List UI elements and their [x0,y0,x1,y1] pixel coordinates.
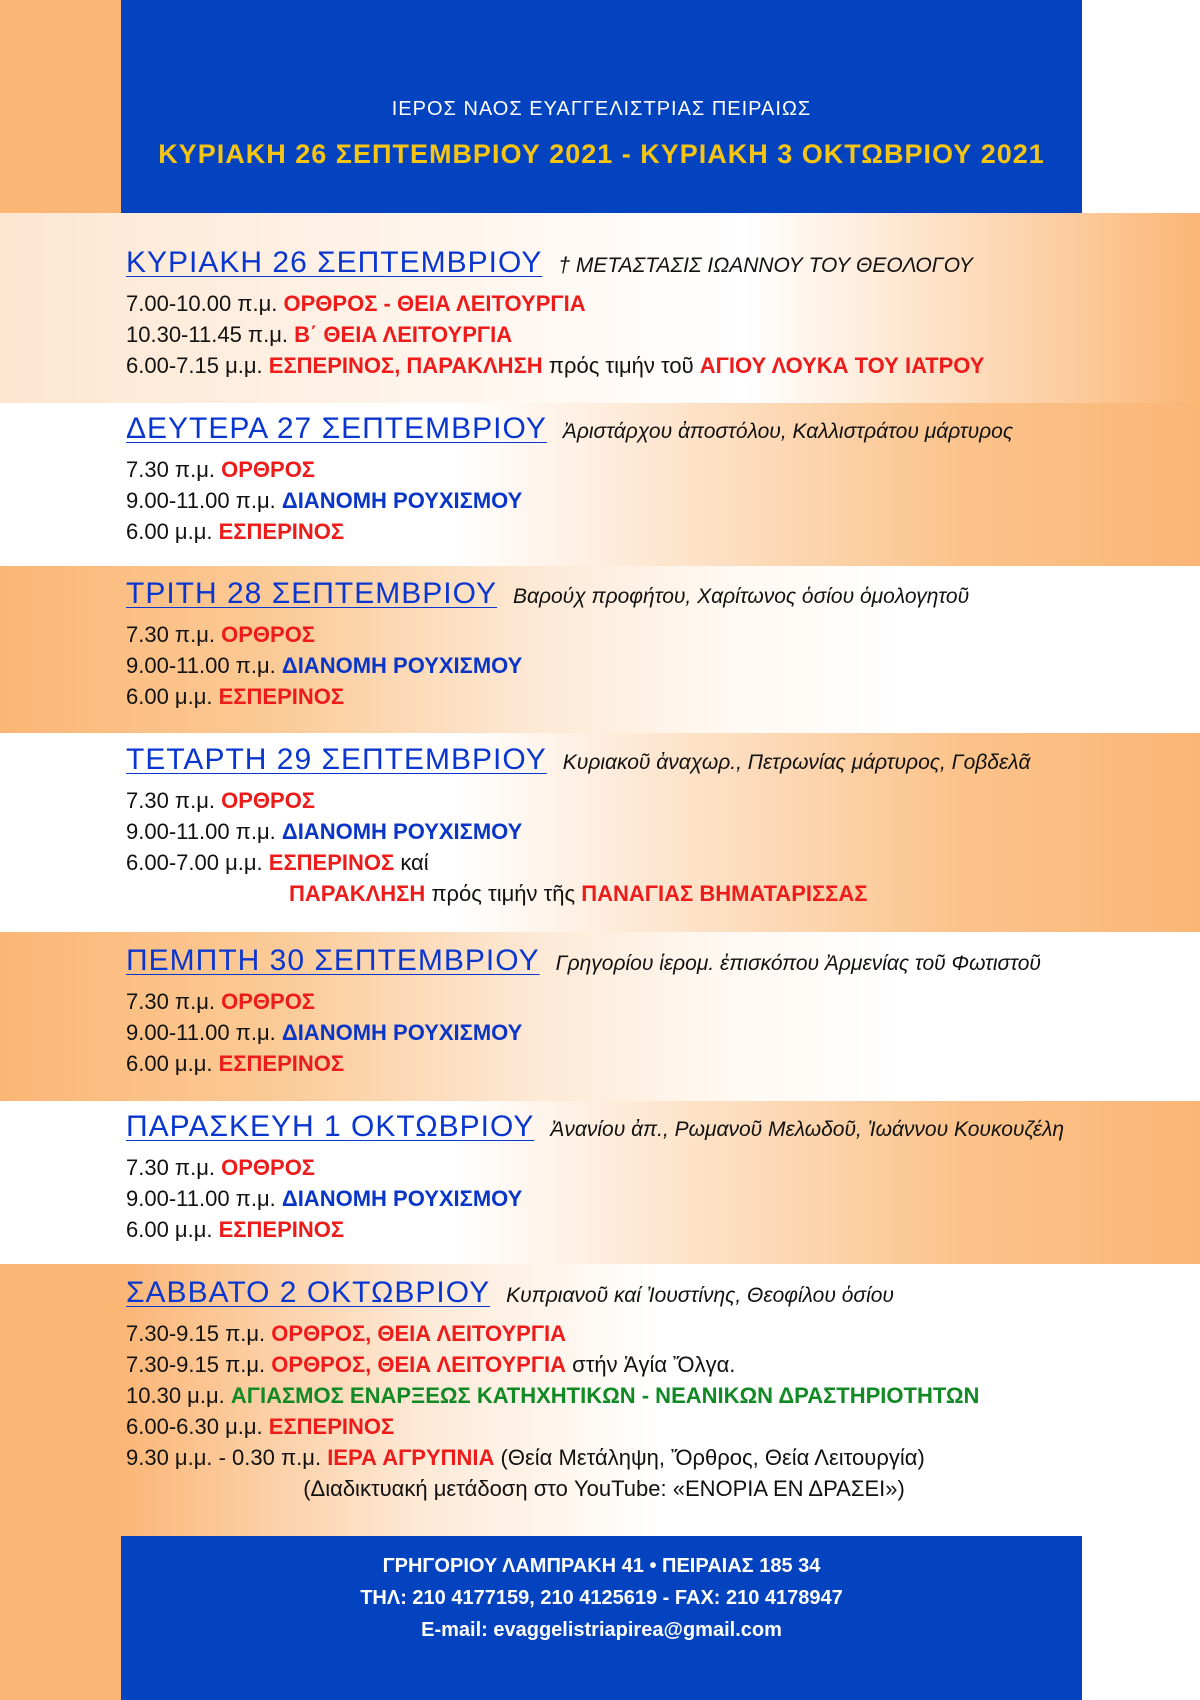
left-orange-strip-bottom [0,1536,121,1700]
schedule-line: 6.00-7.00 μ.μ. ΕΣΠΕΡΙΝΟΣ καί [126,850,429,875]
schedule-line: 10.30 μ.μ. ΑΓΙΑΣΜΟΣ ΕΝΑΡΞΕΩΣ ΚΑΤΗΧΗΤΙΚΩΝ - ΝΕΑΝΙΚΩΝ ΔΡΑΣΤΗΡΙΟΤΗΤΩΝ [126,1383,980,1408]
day-monday [126,412,1082,547]
day-header [126,246,1082,288]
day-feast: Γρηγορίου ἱερομ. ἐπισκόπου Ἀρμενίας τοῦ Φωτιστοῦ [555,952,1041,975]
day-saturday [126,1276,1082,1504]
day-name: ΚΥΡΙΑΚΗ 26 ΣΕΠΤΕΜΒΡΙΟΥ [126,246,543,279]
day-name: ΤΡΙΤΗ 28 ΣΕΠΤΕΜΒΡΙΟΥ [126,577,497,610]
day-feast: † ΜΕΤΑΣΤΑΣΙΣ ΙΩΑΝΝΟΥ ΤΟΥ ΘΕΟΛΟΓΟΥ [558,254,973,277]
schedule-line: 6.00-6.30 μ.μ. ΕΣΠΕΡΙΝΟΣ [126,1414,395,1439]
schedule-line: 7.30-9.15 π.μ. ΟΡΘΡΟΣ, ΘΕΙΑ ΛΕΙΤΟΥΡΓΙΑ [126,1321,567,1346]
day-name: ΠΑΡΑΣΚΕΥΗ 1 ΟΚΤΩΒΡΙΟΥ [126,1110,535,1143]
left-orange-strip [0,0,121,213]
day-feast: Κυπριανοῦ καί Ἰουστίνης, Θεοφίλου ὁσίου [506,1284,894,1307]
date-range-title: ΚΥΡΙΑΚΗ 26 ΣΕΠΤΕΜΒΡΙΟΥ 2021 - ΚΥΡΙΑΚΗ 3 ΟΚΤΩΒΡΙΟΥ 2021 [158,139,1045,169]
schedule-line: ΠΑΡΑΚΛΗΣΗ πρός τιμήν τῆς ΠΑΝΑΓΙΑΣ ΒΗΜΑΤΑΡΙΣΣΑΣ [289,881,868,906]
schedule-line: 10.30-11.45 π.μ. Β΄ ΘΕΙΑ ΛΕΙΤΟΥΡΓΙΑ [126,322,513,347]
day-name: ΔΕΥΤΕΡΑ 27 ΣΕΠΤΕΜΒΡΙΟΥ [126,412,547,445]
schedule-line: 9.30 μ.μ. - 0.30 π.μ. ΙΕΡΑ ΑΓΡΥΠΝΙΑ (Θεία Μετάληψη, Ὄρθρος, Θεία Λειτουργία) [126,1445,925,1470]
schedule-line: 9.00-11.00 π.μ. ΔΙΑΝΟΜΗ ΡΟΥΧΙΣΜΟΥ [126,653,523,678]
schedule-line: 7.30 π.μ. ΟΡΘΡΟΣ [126,457,316,482]
youtube-note: (Διαδικτυακή μετάδοση στο YouTube: «ΕΝΟΡΙΑ ΕΝ ΔΡΑΣΕΙ») [303,1476,905,1501]
day-name: ΤΕΤΑΡΤΗ 29 ΣΕΠΤΕΜΒΡΙΟΥ [126,743,547,776]
day-feast: Ἀνανίου ἀπ., Ρωμανοῦ Μελωδοῦ, Ἰωάννου Κουκουζέλη [550,1118,1065,1141]
schedule-line: 6.00-7.15 μ.μ. ΕΣΠΕΡΙΝΟΣ, ΠΑΡΑΚΛΗΣΗ πρός τιμήν τοῦ ΑΓΙΟΥ ΛΟΥΚΑ ΤΟΥ ΙΑΤΡΟΥ [126,353,985,378]
schedule-line: 9.00-11.00 π.μ. ΔΙΑΝΟΜΗ ΡΟΥΧΙΣΜΟΥ [126,819,523,844]
day-feast: Κυριακοῦ ἀναχωρ., Πετρωνίας μάρτυρος, Γοβδελᾶ [562,751,1031,774]
schedule-line: 9.00-11.00 π.μ. ΔΙΑΝΟΜΗ ΡΟΥΧΙΣΜΟΥ [126,1020,523,1045]
schedule-line: 6.00 μ.μ. ΕΣΠΕΡΙΝΟΣ [126,684,345,709]
footer-address: ΓΡΗΓΟΡΙΟΥ ΛΑΜΠΡΑΚΗ 41 • ΠΕΙΡΑΙΑΣ 185 34 [382,1555,821,1577]
day-header [126,412,1082,454]
schedule-line: 7.30 π.μ. ΟΡΘΡΟΣ [126,622,316,647]
schedule-line: 7.30 π.μ. ΟΡΘΡΟΣ [126,989,316,1014]
day-feast: Ἀριστάρχου ἀποστόλου, Καλλιστράτου μάρτυρος [562,420,1014,443]
day-tuesday [126,577,1082,712]
day-header [126,1110,1082,1152]
day-wednesday [126,743,1082,909]
day-header [126,577,1082,619]
footer-banner [121,1536,1082,1700]
day-friday [126,1110,1082,1245]
schedule-line: 9.00-11.00 π.μ. ΔΙΑΝΟΜΗ ΡΟΥΧΙΣΜΟΥ [126,488,523,513]
church-title: ΙΕΡΟΣ ΝΑΟΣ ΕΥΑΓΓΕΛΙΣΤΡΙΑΣ ΠΕΙΡΑΙΩΣ [391,98,812,120]
schedule-line: 7.30 π.μ. ΟΡΘΡΟΣ [126,788,316,813]
schedule-line: 6.00 μ.μ. ΕΣΠΕΡΙΝΟΣ [126,1217,345,1242]
day-header [126,944,1082,986]
day-thursday [126,944,1082,1079]
footer-phones: ΤΗΛ: 210 4177159, 210 4125619 - FAX: 210 4178947 [360,1587,843,1609]
day-name: ΠΕΜΠΤΗ 30 ΣΕΠΤΕΜΒΡΙΟΥ [126,944,540,977]
day-feast: Βαρούχ προφήτου, Χαρίτωνος ὁσίου ὁμολογητοῦ [512,585,970,608]
day-header [126,743,1082,785]
schedule-line: 7.30 π.μ. ΟΡΘΡΟΣ [126,1155,316,1180]
header-banner [121,0,1082,213]
schedule-line: 9.00-11.00 π.μ. ΔΙΑΝΟΜΗ ΡΟΥΧΙΣΜΟΥ [126,1186,523,1211]
schedule-line: 6.00 μ.μ. ΕΣΠΕΡΙΝΟΣ [126,1051,345,1076]
schedule-line: 7.30-9.15 π.μ. ΟΡΘΡΟΣ, ΘΕΙΑ ΛΕΙΤΟΥΡΓΙΑ στήν Ἁγία Ὄλγα. [126,1352,736,1377]
schedule-line: 6.00 μ.μ. ΕΣΠΕΡΙΝΟΣ [126,519,345,544]
schedule-line: 7.00-10.00 π.μ. ΟΡΘΡΟΣ - ΘΕΙΑ ΛΕΙΤΟΥΡΓΙΑ [126,291,586,316]
day-name: ΣΑΒΒΑΤΟ 2 ΟΚΤΩΒΡΙΟΥ [126,1276,491,1309]
day-sunday [126,246,1082,381]
day-header [126,1276,1082,1318]
footer-email[interactable]: E-mail: evaggelistriapirea@gmail.com [421,1619,782,1641]
